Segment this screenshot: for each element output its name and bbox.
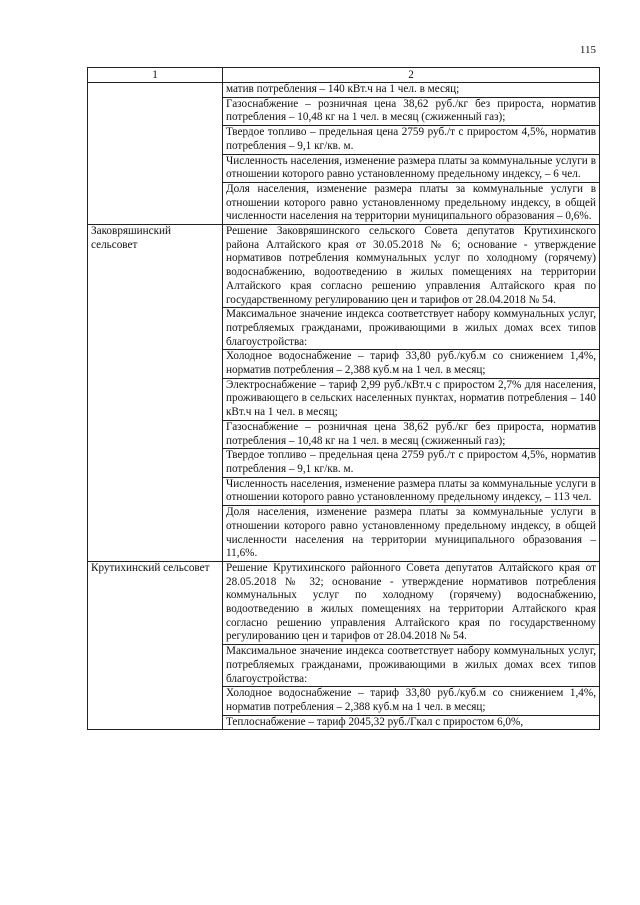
- paragraph: матив потребления – 140 кВт.ч на 1 чел. в месяц;: [226, 83, 460, 95]
- paragraph: Решение Заковряшинского сельского Совета депутатов Крутихинского района Алтайского края от 30.05.2018 № 6; основание - утверждение нормативов потребления коммунальных услуг по холодному (горячему) водоснабжению, водоотведению в жилых помещениях на территории Алтайского края согласно решению управления Алтайского края по государственному регулированию цен и тарифов от 28.04.2018 № 54.: [226, 225, 596, 306]
- tariff-table: [87, 67, 600, 730]
- municipality-cell: [88, 83, 223, 225]
- table-row: [88, 561, 600, 729]
- paragraph: Доля населения, изменение размера платы за коммунальные услуги в отношении которого равно установленному предельному индексу, в общей численности населения на территории муниципального образования – 11,6%.: [223, 505, 599, 561]
- paragraph: Твердое топливо – предельная цена 2759 руб./т с приростом 4,5%, норматив потребления – 9,1 кг/кв. м.: [223, 448, 599, 476]
- paragraph: Газоснабжение – розничная цена 38,62 руб./кг без прироста, норматив потребления – 10,48 кг на 1 чел. в месяц (сжиженный газ);: [223, 97, 599, 125]
- paragraph: Численность населения, изменение размера платы за коммунальные услуги в отношении которого равно установленному предельному индексу, – 113 чел.: [223, 477, 599, 505]
- paragraph: Газоснабжение – розничная цена 38,62 руб./кг без прироста, норматив потребления – 10,48 кг на 1 чел. в месяц (сжиженный газ);: [223, 420, 599, 448]
- table-row: [88, 83, 600, 225]
- municipality-cell: Заковряшинский сельсовет: [88, 225, 223, 562]
- table-row: [88, 225, 600, 562]
- column-header-1: 1: [88, 68, 223, 83]
- municipality-cell: Крутихинский сельсовет: [88, 561, 223, 729]
- paragraph: Численность населения, изменение размера платы за коммунальные услуги в отношении которого равно установленному предельному индексу, – 6 чел.: [223, 154, 599, 182]
- paragraph: Холодное водоснабжение – тариф 33,80 руб./куб.м со снижением 1,4%, норматив потребления – 2,388 куб.м на 1 чел. в месяц;: [223, 349, 599, 377]
- paragraph: Теплоснабжение – тариф 2045,32 руб./Гкал с приростом 6,0%,: [223, 715, 599, 730]
- paragraph: Решение Крутихинского районного Совета депутатов Алтайского края от 28.05.2018 № 32; основание - утверждение нормативов потребления коммунальных услуг по холодному (горячему) водоснабжению, водоотведению в жилых помещениях на территории Алтайского края согласно решению управления Алтайского края по государственному регулированию цен и тарифов от 28.04.2018 № 54.: [226, 561, 596, 643]
- paragraph: Холодное водоснабжение – тариф 33,80 руб./куб.м со снижением 1,4%, норматив потребления – 2,388 куб.м на 1 чел. в месяц;: [223, 686, 599, 714]
- page-number: 115: [579, 44, 596, 56]
- paragraph: Доля населения, изменение размера платы за коммунальные услуги в отношении которого равно установленному предельному индексу, в общей численности населения на территории муниципального образования – 0,6%.: [223, 182, 599, 224]
- description-cell: [223, 83, 600, 225]
- description-cell: [223, 225, 600, 562]
- paragraph: Максимальное значение индекса соответствует набору коммунальных услуг, потребляемых гражданами, проживающими в жилых домах всех типов благоустройства:: [223, 644, 599, 686]
- table-header-row: [88, 68, 600, 83]
- paragraph: Максимальное значение индекса соответствует набору коммунальных услуг, потребляемых гражданами, проживающими в жилых домах всех типов благоустройства:: [223, 307, 599, 349]
- paragraph: Твердое топливо – предельная цена 2759 руб./т с приростом 4,5%, норматив потребления – 9,1 кг/кв. м.: [223, 125, 599, 153]
- description-cell: [223, 561, 600, 729]
- paragraph: Электроснабжение – тариф 2,99 руб./кВт.ч с приростом 2,7% для населения, проживающего в сельских населенных пунктах, норматив потребления – 140 кВт.ч на 1 чел. в месяц;: [223, 378, 599, 420]
- column-header-2: 2: [223, 68, 600, 83]
